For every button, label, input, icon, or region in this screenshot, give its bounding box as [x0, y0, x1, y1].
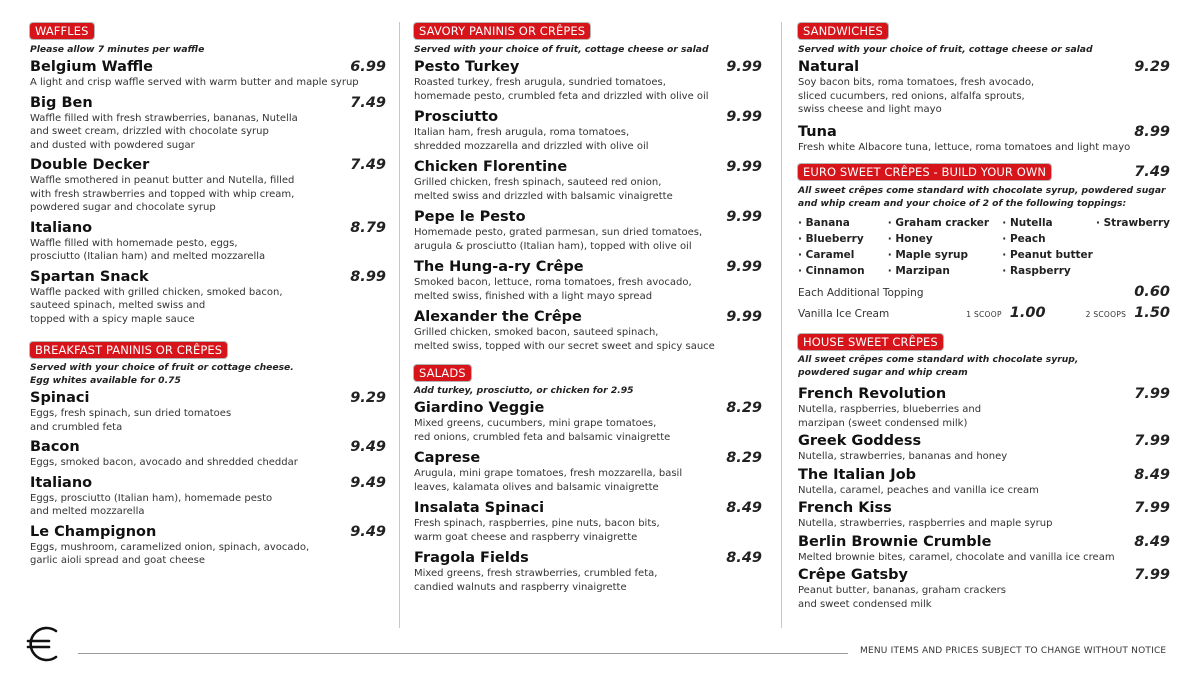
item-price: 9.99 [726, 109, 762, 125]
item-name: Prosciutto [414, 109, 499, 125]
section-sandwiches [798, 20, 1170, 154]
column-left [30, 20, 386, 566]
section-note: Served with your choice of fruit, cottage cheese or salad [798, 44, 1093, 55]
item-name: The Hung-a-ry Crêpe [414, 259, 584, 275]
additional-topping-label: Each Additional Topping [798, 287, 924, 299]
item-description: Smoked bacon, lettuce, roma tomatoes, fresh avocado, melted swiss, finished with a light mayo spread [414, 277, 692, 302]
menu-item [414, 58, 762, 103]
section-title: HOUSE SWEET CRÊPES [798, 334, 943, 350]
section-title: EURO SWEET CRÊPES - BUILD YOUR OWN [798, 164, 1051, 180]
item-name: Tuna [798, 123, 837, 140]
item-name: Pesto Turkey [414, 59, 520, 75]
item-price: 7.99 [1134, 386, 1170, 402]
item-price: 9.99 [726, 309, 762, 325]
item-name: French Kiss [798, 500, 892, 516]
item-price: 8.29 [726, 400, 762, 416]
menu-items [798, 385, 1170, 611]
item-description: Fresh white Albacore tuna, lettuce, roma tomatoes and light mayo [798, 141, 1131, 153]
topping-option: · Cinnamon [798, 265, 865, 277]
item-price: 7.49 [350, 157, 386, 173]
item-description: Italian ham, fresh arugula, roma tomatoes, shredded mozzarella and drizzled with olive oil [414, 127, 649, 152]
section-note: Please allow 7 minutes per waffle [30, 44, 205, 55]
toppings-grid [798, 215, 1170, 279]
item-name: Big Ben [30, 94, 93, 111]
topping-option: · Caramel [798, 249, 855, 261]
section-breakfast [30, 339, 386, 568]
item-price: 7.99 [1134, 433, 1170, 449]
menu-item [414, 549, 762, 594]
item-description: Nutella, caramel, peaches and vanilla ice cream [798, 484, 1039, 496]
item-description: A light and crisp waffle served with warm butter and maple syrup [30, 77, 359, 88]
item-description: Mixed greens, cucumbers, mini grape tomatoes, red onions, crumbled feta and balsamic vinaigrette [414, 418, 671, 443]
item-description: Peanut butter, bananas, graham crackers and sweet condensed milk [798, 585, 1006, 610]
section-price: 7.49 [1134, 164, 1170, 180]
item-description: Waffle packed with grilled chicken, smoked bacon, sauteed spinach, melted swiss and topped with a spicy maple sauce [30, 286, 283, 325]
topping-option: · Nutella [1002, 217, 1053, 229]
item-price: 9.99 [726, 59, 762, 75]
item-description: Nutella, raspberries, blueberries and marzipan (sweet condensed milk) [798, 404, 982, 429]
item-price: 6.99 [350, 59, 386, 75]
topping-option: · Blueberry [798, 233, 864, 245]
menu-item [414, 449, 762, 494]
topping-option: · Marzipan [887, 265, 950, 277]
topping-option: · Maple syrup [887, 249, 969, 261]
section-waffles [30, 20, 386, 326]
item-description: Melted brownie bites, caramel, chocolate and vanilla ice cream [798, 551, 1115, 563]
topping-option: · Peanut butter [1002, 249, 1093, 261]
additional-topping-row [798, 283, 1170, 303]
item-description: Grilled chicken, smoked bacon, sauteed spinach, melted swiss, topped with our secret sweet and spicy sauce [414, 327, 715, 352]
menu-items [798, 58, 1170, 154]
menu-item [30, 219, 386, 264]
item-description: Mixed greens, fresh strawberries, crumbled feta, candied walnuts and raspberry vinaigrette [414, 568, 658, 593]
ice-cream-label: Vanilla Ice Cream [798, 308, 890, 320]
item-price: 9.49 [350, 474, 386, 491]
item-description: Eggs, mushroom, caramelized onion, spinach, avocado, garlic aioli spread and goat cheese [30, 541, 310, 566]
item-price: 8.29 [726, 450, 762, 466]
item-description: Soy bacon bits, roma tomatoes, fresh avocado, sliced cucumbers, red onions, alfalfa sprouts, swiss cheese and light mayo [798, 77, 1035, 115]
item-price: 9.29 [1134, 59, 1170, 75]
item-name: Alexander the Crêpe [414, 309, 582, 325]
menu-item [414, 499, 762, 544]
footer-rule [78, 653, 848, 654]
item-name: Crêpe Gatsby [798, 567, 908, 583]
toppings-col [888, 215, 1003, 279]
scoop2-price: 1.50 [1134, 305, 1170, 321]
column-right [798, 20, 1170, 610]
menu-item [30, 94, 386, 153]
item-description: Eggs, fresh spinach, sun dried tomatoes and crumbled feta [30, 408, 232, 433]
toppings-col [798, 215, 888, 279]
footer-disclaimer: MENU ITEMS AND PRICES SUBJECT TO CHANGE WITHOUT NOTICE [860, 646, 1167, 656]
menu-item [414, 258, 762, 303]
item-price: 9.99 [726, 209, 762, 225]
ice-cream-row [798, 303, 1170, 325]
menu-item [30, 438, 386, 470]
section-title: BREAKFAST PANINIS OR CRÊPES [30, 342, 227, 358]
menu-item [30, 389, 386, 434]
item-name: Pepe le Pesto [414, 209, 526, 225]
item-description: Grilled chicken, fresh spinach, sauteed red onion, melted swiss and drizzled with balsamic vinaigrette [414, 177, 673, 202]
section-note: Served with your choice of fruit, cottage cheese or salad [414, 44, 709, 55]
item-name: The Italian Job [798, 466, 917, 483]
menu-item [798, 432, 1170, 464]
item-price: 8.99 [1134, 123, 1170, 140]
menu-item [414, 399, 762, 444]
menu-item [30, 474, 386, 519]
item-price: 8.49 [1134, 533, 1170, 550]
menu-item [798, 123, 1170, 155]
menu-item [414, 158, 762, 203]
item-description: Eggs, prosciutto (Italian ham), homemade pesto and melted mozzarella [30, 492, 273, 517]
section-title: SALADS [414, 365, 471, 381]
menu-item [798, 385, 1170, 430]
item-description: Waffle filled with homemade pesto, eggs, prosciutto (Italian ham) and melted mozzarella [30, 237, 266, 262]
section-note: Add turkey, prosciutto, or chicken for 2.95 [414, 385, 634, 396]
menu-items [30, 389, 386, 568]
column-divider-1 [399, 22, 400, 628]
item-name: Italiano [30, 474, 93, 491]
section-savory [414, 20, 762, 353]
item-price: 8.49 [726, 500, 762, 516]
scoop2-label: 2 SCOOPS [1085, 310, 1127, 319]
item-name: Belgium Waffle [30, 59, 153, 75]
toppings-col [1096, 215, 1170, 279]
section-euro-sweet-crepes [798, 163, 1170, 325]
topping-option: · Banana [798, 217, 850, 229]
item-description: Waffle smothered in peanut butter and Nutella, filled with fresh strawberries and topped with whip cream, powdered sugar and chocolate syrup [30, 175, 295, 213]
item-price: 8.79 [350, 219, 386, 236]
topping-option: · Peach [1002, 233, 1046, 245]
item-price: 8.49 [726, 550, 762, 566]
item-price: 7.99 [1134, 567, 1170, 583]
item-name: Italiano [30, 219, 93, 236]
menu-item [30, 58, 386, 90]
item-price: 7.49 [350, 94, 386, 111]
item-description: Homemade pesto, grated parmesan, sun dried tomatoes, arugula & prosciutto (Italian ham), topped with olive oil [414, 227, 703, 252]
topping-option: · Graham cracker [887, 217, 990, 229]
menu-item [30, 268, 386, 327]
section-title: SAVORY PANINIS OR CRÊPES [414, 23, 590, 39]
scoop1-label: 1 SCOOP [966, 310, 1002, 319]
menu-item [414, 108, 762, 153]
section-note: All sweet crêpes come standard with chocolate syrup, powdered sugar and whip cream and your choice of 2 of the following toppings: [798, 185, 1166, 209]
section-salads [414, 362, 762, 594]
item-name: Caprese [414, 450, 481, 466]
section-note: Served with your choice of fruit or cottage cheese. Egg whites available for 0.75 [30, 362, 294, 386]
item-name: Giardino Veggie [414, 400, 545, 416]
section-title: SANDWICHES [798, 23, 888, 39]
item-name: Fragola Fields [414, 550, 529, 566]
item-price: 7.99 [1134, 500, 1170, 516]
item-description: Roasted turkey, fresh arugula, sundried tomatoes, homemade pesto, crumbled feta and drizzled with olive oil [414, 77, 709, 102]
topping-option: · Honey [887, 233, 933, 245]
item-name: Berlin Brownie Crumble [798, 533, 992, 550]
item-price: 9.99 [726, 259, 762, 275]
column-middle [414, 20, 762, 593]
menu-item [798, 566, 1170, 611]
topping-option: · Raspberry [1002, 265, 1071, 277]
menu-item [798, 499, 1170, 531]
toppings-col [1002, 215, 1096, 279]
item-name: Insalata Spinaci [414, 500, 545, 516]
item-price: 9.49 [350, 439, 386, 455]
menu-item [414, 208, 762, 253]
item-name: Chicken Florentine [414, 159, 568, 175]
section-house-sweet-crepes [798, 331, 1170, 611]
item-name: Le Champignon [30, 523, 157, 540]
additional-topping-price: 0.60 [1134, 284, 1170, 300]
item-price: 9.29 [350, 390, 386, 406]
item-name: Double Decker [30, 157, 150, 173]
menu-item [30, 156, 386, 215]
menu-items [414, 58, 762, 353]
topping-option: · Strawberry [1095, 217, 1170, 229]
item-description: Fresh spinach, raspberries, pine nuts, bacon bits, warm goat cheese and raspberry vinaigrette [414, 518, 660, 543]
menu-item [798, 533, 1170, 565]
section-title: WAFFLES [30, 23, 94, 39]
item-description: Waffle filled with fresh strawberries, bananas, Nutella and sweet cream, drizzled with chocolate syrup and dusted with powdered sugar [30, 112, 298, 151]
menu-item [30, 523, 386, 568]
item-description: Eggs, smoked bacon, avocado and shredded cheddar [30, 457, 298, 468]
item-name: Spinaci [30, 390, 90, 406]
item-name: Natural [798, 59, 860, 75]
menu-items [414, 399, 762, 594]
menu-items [30, 58, 386, 326]
item-price: 9.49 [350, 523, 386, 540]
item-name: French Revolution [798, 386, 947, 402]
scoop1-price: 1.00 [1009, 305, 1046, 321]
item-description: Nutella, strawberries, raspberries and maple syrup [798, 518, 1053, 529]
item-price: 8.99 [350, 268, 386, 285]
menu-item [798, 58, 1170, 117]
euro-icon [22, 622, 66, 666]
menu-item [798, 466, 1170, 498]
item-price: 9.99 [726, 159, 762, 175]
item-description: Nutella, strawberries, bananas and honey [798, 451, 1008, 462]
item-name: Greek Goddess [798, 433, 922, 449]
column-divider-2 [781, 22, 782, 628]
item-name: Spartan Snack [30, 268, 149, 285]
menu-item [414, 308, 762, 353]
section-note: All sweet crêpes come standard with chocolate syrup, powdered sugar and whip cream [798, 354, 1079, 378]
item-description: Arugula, mini grape tomatoes, fresh mozzarella, basil leaves, kalamata olives and balsamic vinaigrette [414, 468, 683, 493]
item-name: Bacon [30, 439, 80, 455]
item-price: 8.49 [1134, 466, 1170, 483]
